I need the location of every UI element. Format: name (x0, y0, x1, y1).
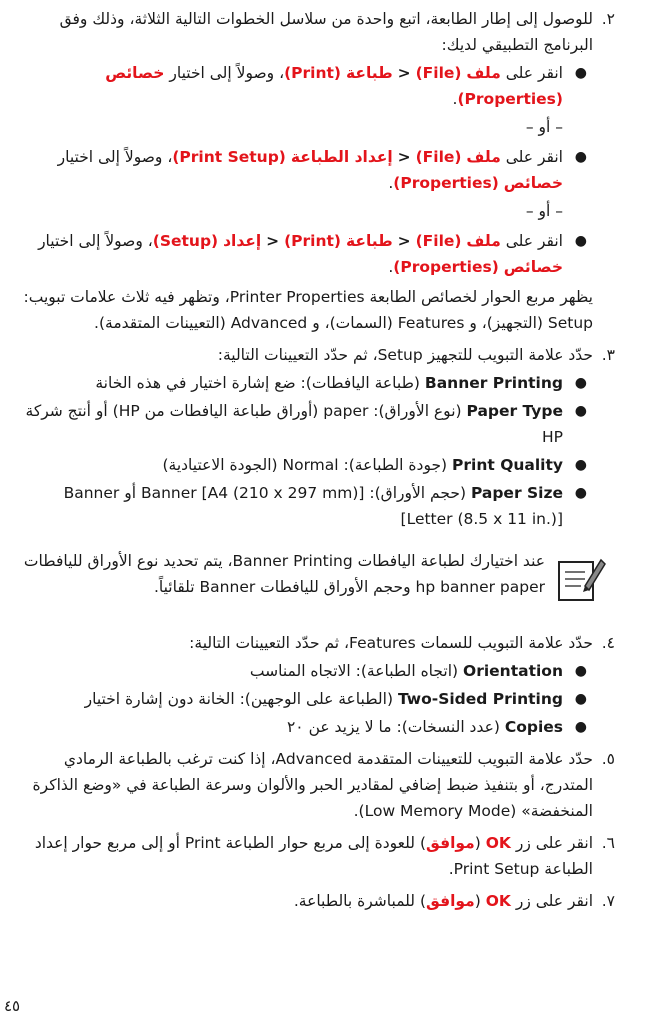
step-number: ٦. (601, 834, 615, 852)
step-number: ٣. (601, 346, 615, 364)
step-text: انقر على زر OK (موافق) للعودة إلى مربع حوار الطباعة Print أو إلى مربع حوار إعداد الطباعة Print Setup. (34, 834, 593, 878)
bullet-icon: ● (574, 485, 587, 501)
page-number: ٤٥ (4, 997, 21, 1015)
or-separator: – أو – (525, 118, 563, 136)
step-number: ٤. (601, 634, 615, 652)
page-content (8, 6, 615, 920)
step-2 (8, 6, 615, 336)
setup-settings-list (8, 370, 593, 532)
setting-item: ● Copies (عدد النسخات): ما لا يزيد عن ٢٠ (8, 714, 593, 740)
setting-item: ● Print Quality (جودة الطباعة): Normal (الجودة الاعتيادية) (8, 452, 593, 478)
step-5 (8, 746, 615, 824)
setting-item: ● Two-Sided Printing (الطباعة على الوجهين): الخانة دون إشارة اختيار (8, 686, 593, 712)
step-number: ٢. (601, 10, 615, 28)
note-text: عند اختيارك لطباعة اليافطات Banner Printing، يتم تحديد نوع الأوراق لليافطات hp banner paper وحجم الأوراق لليافطات Banner تلقائياً. (23, 552, 545, 596)
step-4 (8, 630, 615, 740)
note-box (8, 544, 615, 616)
setting-item: ● Banner Printing (طباعة اليافطات): ضع إشارة اختيار في هذه الخانة (8, 370, 593, 396)
step-text: انقر على زر OK (موافق) للمباشرة بالطباعة. (293, 892, 593, 910)
bullet-icon: ● (574, 691, 587, 707)
bullet-icon: ● (574, 233, 587, 249)
step-3 (8, 342, 615, 532)
step-7 (8, 888, 615, 914)
path-print-setup: ● انقر على ملف (File) > إعداد الطباعة (Print Setup)، وصولاً إلى اختيار خصائص (Properties). (8, 144, 593, 196)
setting-item: ● Orientation (اتجاه الطباعة): الاتجاه المناسب (8, 658, 593, 684)
path-list (8, 60, 593, 112)
step-text: حدّد علامة التبويب للسمات Features، ثم حدّد التعيينات التالية: (189, 634, 593, 652)
bullet-icon: ● (574, 457, 587, 473)
bullet-icon: ● (574, 375, 587, 391)
ok-button-label: OK (485, 834, 511, 852)
path-setup: ● انقر على ملف (File) > طباعة (Print) > إعداد (Setup)، وصولاً إلى اختيار خصائص (Properties). (8, 228, 593, 280)
note-pencil-icon (555, 552, 607, 604)
setting-item: ● Paper Type (نوع الأوراق): paper (أوراق طباعة اليافطات من HP) أو أنتج شركة HP (8, 398, 593, 450)
step-6 (8, 830, 615, 882)
properties-description: يظهر مربع الحوار لخصائص الطابعة Printer Properties، وتظهر فيه ثلاث علامات تبويب: Setup (التجهيز)، و Features (السمات)، و Advanced (التعيينات المتقدمة). (23, 288, 593, 332)
bullet-icon: ● (574, 65, 587, 81)
features-settings-list (8, 658, 593, 740)
step-text: حدّد علامة التبويب للتعيينات المتقدمة Advanced، إذا كنت ترغب بالطباعة الرمادي المتدرج، أو بتنفيذ ضبط إضافي لمقادير الحبر والألوان وسرعة الطباعة في «وضع الذاكرة المنخفضة» (Low Memory Mode). (32, 750, 593, 820)
step-number: ٧. (601, 892, 615, 910)
bullet-icon: ● (574, 719, 587, 735)
step-text: للوصول إلى إطار الطابعة، اتبع واحدة من سلاسل الخطوات التالية الثلاثة، وذلك وفق البرنامج التطبيقي لديك: (59, 10, 593, 54)
ok-button-label: OK (485, 892, 511, 910)
path-print: ● انقر على ملف (File) > طباعة (Print)، وصولاً إلى اختيار خصائص (Properties). (8, 60, 593, 112)
step-text: حدّد علامة التبويب للتجهيز Setup، ثم حدّد التعيينات التالية: (217, 346, 593, 364)
bullet-icon: ● (574, 403, 587, 419)
step-number: ٥. (601, 750, 615, 768)
bullet-icon: ● (574, 149, 587, 165)
bullet-icon: ● (574, 663, 587, 679)
setting-item: ● Paper Size (حجم الأوراق): Banner [A4 (210 x 297 mm)] أو Banner [Letter (8.5 x 11 in.)] (8, 480, 593, 532)
or-separator: – أو – (525, 202, 563, 220)
